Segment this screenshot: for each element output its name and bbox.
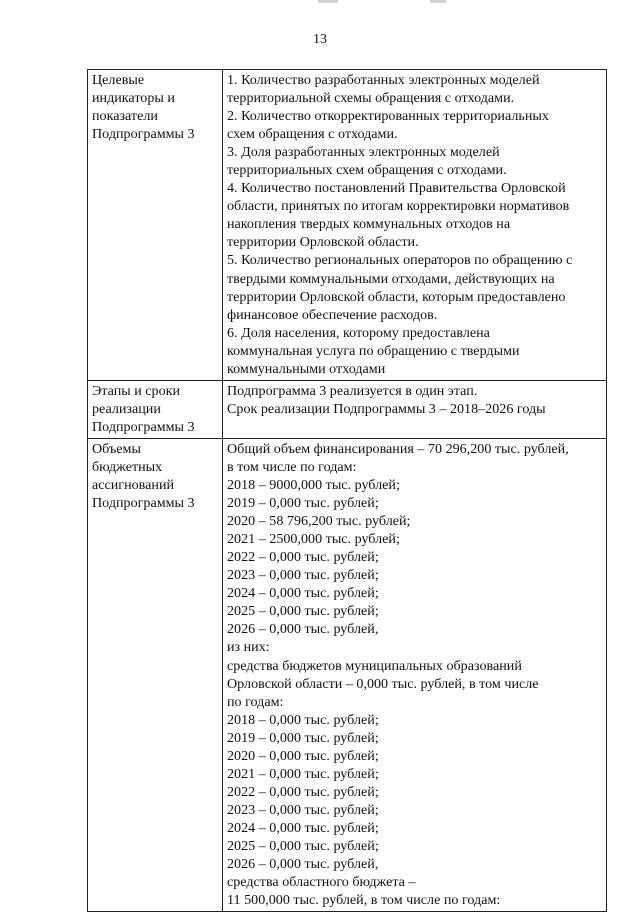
content-line: 2018 – 9000,000 тыс. рублей; <box>227 477 400 494</box>
content-line: 2021 – 2500,000 тыс. рублей; <box>227 531 400 548</box>
label-line: показатели <box>92 108 158 125</box>
table-row-indicators <box>88 70 607 381</box>
label-line: ассигнований <box>92 477 175 494</box>
content-line: 11 500,000 тыс. рублей, в том числе по годам: <box>227 892 501 909</box>
label-line: Подпрограммы 3 <box>92 126 195 143</box>
content-line: 3. Доля разработанных электронных моделей <box>227 144 500 161</box>
content-line: территориальной схемы обращения с отходами. <box>227 90 515 107</box>
content-line: 2024 – 0,000 тыс. рублей; <box>227 585 379 602</box>
content-line: 2025 – 0,000 тыс. рублей; <box>227 837 379 854</box>
content-line: 2026 – 0,000 тыс. рублей, <box>227 856 379 873</box>
content-line: 2025 – 0,000 тыс. рублей; <box>227 603 379 620</box>
content-line: Орловской области – 0,000 тыс. рублей, в том числе <box>227 675 539 692</box>
content-line: Срок реализации Подпрограммы 3 – 2018–2026 годы <box>227 400 546 417</box>
label-line: Этапы и сроки <box>92 382 181 399</box>
content-line: 4. Количество постановлений Правительства Орловской <box>227 180 566 197</box>
content-line: 2021 – 0,000 тыс. рублей; <box>227 765 379 782</box>
row-content <box>223 380 607 438</box>
content-line: средства бюджетов муниципальных образований <box>227 657 522 674</box>
content-line: 2023 – 0,000 тыс. рублей; <box>227 801 379 818</box>
content-line: Общий объем финансирования – 70 296,200 тыс. рублей, <box>227 440 569 457</box>
content-line: 2022 – 0,000 тыс. рублей; <box>227 783 379 800</box>
label-line: Целевые <box>92 72 145 88</box>
content-line: 2024 – 0,000 тыс. рублей; <box>227 819 379 836</box>
label-line: Подпрограммы 3 <box>92 495 195 512</box>
content-line: финансовое обеспечение расходов. <box>227 306 438 323</box>
content-line: 2020 – 58 796,200 тыс. рублей; <box>227 513 411 530</box>
content-line: 2020 – 0,000 тыс. рублей; <box>227 747 379 764</box>
label-line: бюджетных <box>92 458 163 475</box>
content-line: накопления твердых коммунальных отходов на <box>227 216 511 233</box>
content-line: области, принятых по итогам корректировки нормативов <box>227 198 570 215</box>
content-line: 2023 – 0,000 тыс. рублей; <box>227 567 379 584</box>
content-line: по годам: <box>227 693 284 710</box>
page-number: 13 <box>313 32 327 47</box>
row-content <box>223 70 607 381</box>
content-line: 2. Количество откорректированных территориальных <box>227 108 549 125</box>
label-line: Подпрограммы 3 <box>92 418 195 435</box>
content-line: 2026 – 0,000 тыс. рублей, <box>227 621 379 638</box>
passport-table <box>87 69 607 912</box>
table-row-stages <box>88 380 607 438</box>
row-label <box>88 380 223 438</box>
label-line: реализации <box>92 400 161 417</box>
content-line: в том числе по годам: <box>227 458 357 475</box>
content-line: коммунальная услуга по обращению с твердыми <box>227 342 520 359</box>
content-line: 2019 – 0,000 тыс. рублей; <box>227 495 379 512</box>
label-line: Объемы <box>92 440 141 457</box>
content-line: 1. Количество разработанных электронных моделей <box>227 72 540 88</box>
content-line: 2019 – 0,000 тыс. рублей; <box>227 729 379 746</box>
content-line: территориальных схем обращения с отходами. <box>227 162 507 179</box>
row-content <box>223 438 607 911</box>
content-line: средства областного бюджета – <box>227 874 416 891</box>
content-line: твердыми коммунальными отходами, действующих на <box>227 270 555 287</box>
content-line: территории Орловской области. <box>227 234 419 251</box>
content-line: 2022 – 0,000 тыс. рублей; <box>227 549 379 566</box>
table-row-funding <box>88 438 607 911</box>
content-line: 2018 – 0,000 тыс. рублей; <box>227 711 379 728</box>
row-label <box>88 438 223 911</box>
content-line: Подпрограмма 3 реализуется в один этап. <box>227 382 478 399</box>
row-label <box>88 70 223 381</box>
content-line: территории Орловской области, которым предоставлено <box>227 288 566 305</box>
label-line: индикаторы и <box>92 90 175 107</box>
content-line: из них: <box>227 639 270 656</box>
content-line: коммунальными отходами <box>227 360 386 377</box>
scan-artifact <box>318 0 338 3</box>
content-line: схем обращения с отходами. <box>227 126 398 143</box>
scan-artifact <box>430 0 446 3</box>
content-line: 6. Доля населения, которому предоставлена <box>227 324 490 341</box>
content-line: 5. Количество региональных операторов по обращению с <box>227 252 573 269</box>
